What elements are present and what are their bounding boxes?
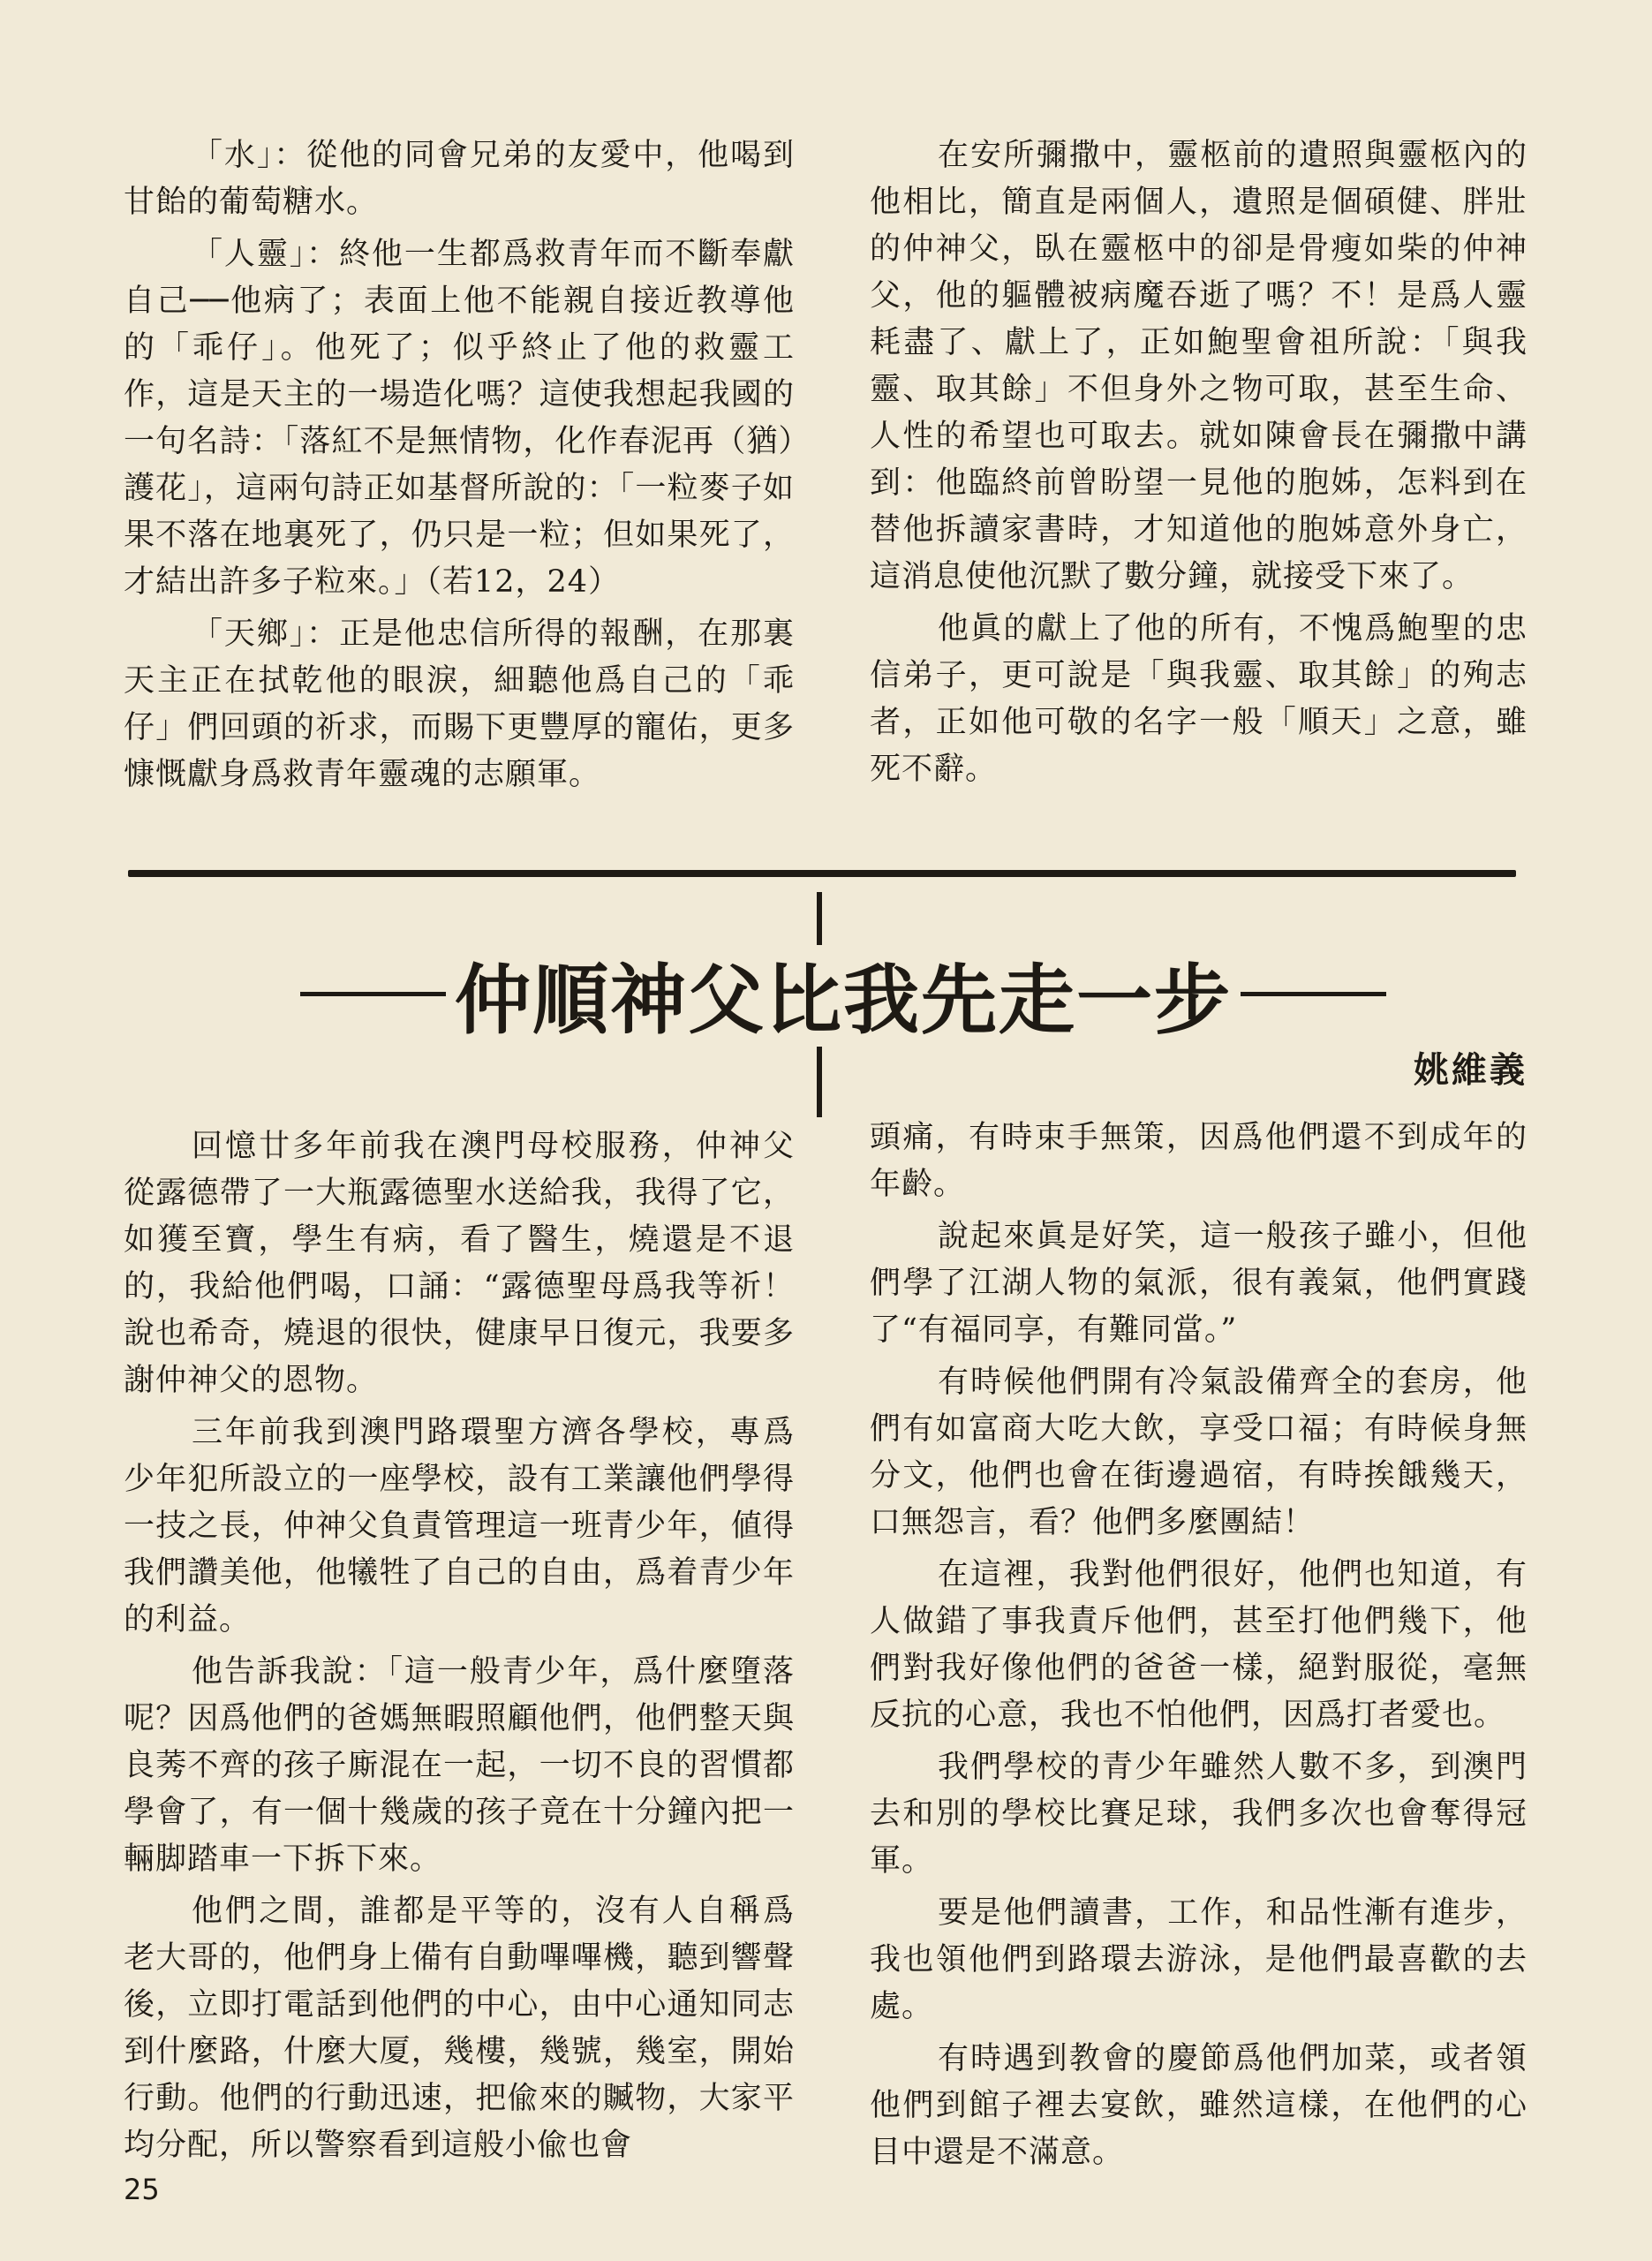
paragraph: 在這裡，我對他們很好，他們也知道，有人做錯了事我責斥他們，甚至打他們幾下，他們對我好像他們的爸爸一樣，絕對服從，毫無反抗的心意，我也不怕他們，因爲打者愛也。 (870, 1557, 1528, 1733)
column-top-right (870, 132, 1528, 798)
article-title-block (291, 945, 1395, 1045)
paragraph: 他告訴我說：「這一般青少年，爲什麼墮落呢？因爲他們的爸媽無暇照顧他們，他們整天與良莠不齊的孩子廝混在一起，一切不良的習慣都學會了，有一個十幾歲的孩子竟在十分鐘內把一輛脚踏車一下拆下來。 (124, 1654, 795, 1877)
vertical-rule-bottom (817, 1047, 822, 1117)
paragraph: 我們學校的青少年雖然人數不多，到澳門去和別的學校比賽足球，我們多次也會奪得冠軍。 (870, 1750, 1528, 1879)
article-title: 仲順神父比我先走一步 (455, 957, 1232, 1045)
paragraph: 「天鄉」：正是他忠信所得的報酬，在那裏天主正在拭乾他的眼淚，細聽他爲自己的「乖仔」們回頭的祈求，而賜下更豐厚的寵佑，更多慷慨獻身爲救青年靈魂的志願軍。 (124, 616, 795, 792)
paragraph: 「人靈」：終他一生都爲救青年而不斷奉獻自己──他病了；表面上他不能親自接近教導他的「乖仔」。他死了；似乎終止了他的救靈工作，這是天主的一場造化嗎？這使我想起我國的一句名詩：「落紅不是無情物，化作春泥再（猶）護花」，這兩句詩正如基督所說的：「一粒麥子如果不落在地裏死了，仍只是一粒；但如果死了，才結出許多子粒來。」（若12，24） (124, 237, 795, 600)
title-dash-left (300, 992, 446, 996)
paragraph: 三年前我到澳門路環聖方濟各學校，專爲少年犯所設立的一座學校，設有工業讓他們學得一技之長，仲神父負責管理這一班青少年，値得我們讚美他，他犧牲了自己的自由，爲着青少年的利益。 (124, 1415, 795, 1637)
paragraph: 回憶廿多年前我在澳門母校服務，仲神父從露德帶了一大瓶露德聖水送給我，我得了它，如獲至寶，學生有病，看了醫生，燒還是不退的，我給他們喝，口誦：“露德聖母爲我等祈！說也希奇，燒退的很快，健康早日復元，我要多謝仲神父的恩物。 (124, 1129, 795, 1398)
column-bottom-left (124, 1123, 795, 2174)
paragraph: 他們之間，誰都是平等的，沒有人自稱爲老大哥的，他們身上備有自動嗶嗶機，聽到響聲後，立即打電話到他們的中心，由中心通知同志到什麼路，什麼大厦，幾樓，幾號，幾室，開始行動。他們的行動迅速，把偸來的贓物，大家平均分配，所以警察看到這般小偸也會 (124, 1894, 795, 2163)
vertical-rule-top (817, 892, 822, 945)
paragraph: 「水」：從他的同會兄弟的友愛中，他喝到甘飴的葡萄糖水。 (124, 138, 795, 220)
paragraph: 他眞的獻上了他的所有，不愧爲鮑聖的忠信弟子，更可說是「與我靈、取其餘」的殉志者，正如他可敬的名字一般「順天」之意，雖死不辭。 (870, 611, 1528, 787)
page-number: 25 (124, 2173, 160, 2206)
paragraph: 有時候他們開有冷氣設備齊全的套房，他們有如富商大吃大飲，享受口福；有時候身無分文，他們也會在街邊過宿，有時挨餓幾天，口無怨言，看？他們多麼團結！ (870, 1365, 1528, 1540)
paragraph: 要是他們讀書，工作，和品性漸有進步，我也領他們到路環去游泳，是他們最喜歡的去處。 (870, 1895, 1528, 2024)
paragraph: 在安所彌撒中，靈柩前的遺照與靈柩內的他相比，簡直是兩個人，遺照是個碩健、胖壯的仲神父，臥在靈柩中的卻是骨瘦如柴的仲神父，他的軀體被病魔吞逝了嗎？不！是爲人靈耗盡了、獻上了，正如鮑聖會祖所說：「與我靈、取其餘」不但身外之物可取，甚至生命、人性的希望也可取去。就如陳會長在彌撒中講到：他臨終前曾盼望一見他的胞姊，怎料到在替他拆讀家書時，才知道他的胞姊意外身亡，這消息使他沉默了數分鐘，就接受下來了。 (870, 138, 1528, 594)
paragraph: 有時遇到教會的慶節爲他們加菜，或者領他們到館子裡去宴飲，雖然這樣，在他們的心目中還是不滿意。 (870, 2041, 1528, 2170)
section-divider (128, 870, 1516, 877)
article-author: 姚維義 (1414, 1050, 1528, 1091)
column-bottom-right (870, 1115, 1528, 2182)
paragraph: 頭痛，有時束手無策，因爲他們還不到成年的年齡。 (870, 1120, 1528, 1202)
paragraph: 說起來眞是好笑，這一般孩子雖小，但他們學了江湖人物的氣派，很有義氣，他們實踐了“有福同享，有難同當。” (870, 1219, 1528, 1348)
column-top-left (124, 132, 795, 804)
title-dash-right (1241, 992, 1386, 996)
